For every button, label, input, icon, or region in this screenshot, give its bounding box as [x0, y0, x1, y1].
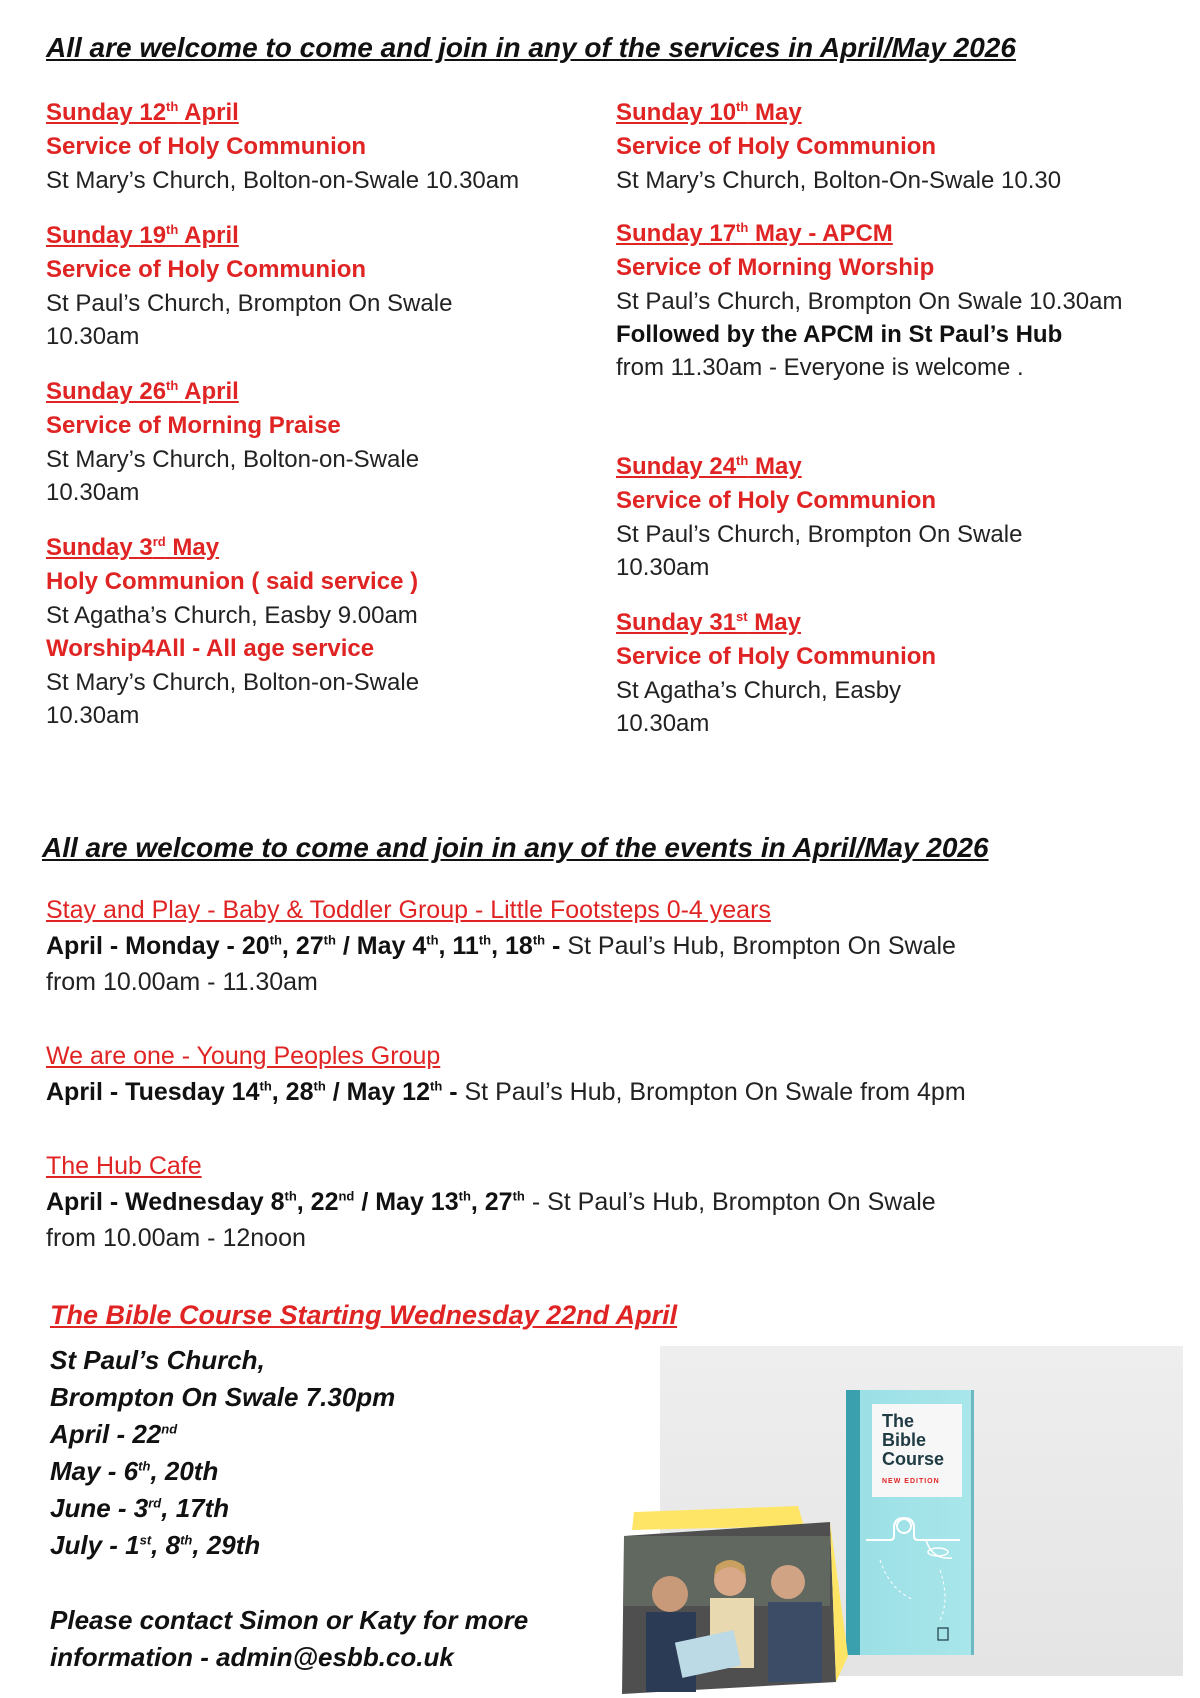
- service-detail: from 11.30am - Everyone is welcome .: [616, 354, 1024, 381]
- bible-course-date-line: June - 3rd, 17th: [50, 1493, 230, 1523]
- service-detail: 10.30am: [46, 323, 140, 350]
- services-heading: All are welcome to come and join in any of the services in April/May 2026: [46, 32, 1016, 63]
- bible-course-date-line: April - 22nd: [50, 1419, 178, 1449]
- service-date: Sunday 3rd May: [46, 534, 220, 561]
- service-entry: [616, 217, 1176, 384]
- people-photo: [618, 1506, 848, 1698]
- service-date: Sunday 26th April: [46, 378, 239, 405]
- service-entry: [616, 606, 1176, 740]
- event-dates: April - Wednesday 8th, 22nd / May 13th, 27th: [46, 1188, 525, 1216]
- service-date: Sunday 31st May: [616, 609, 801, 636]
- service-detail: 10.30am: [616, 554, 710, 581]
- service-date: Sunday 24th May: [616, 453, 802, 480]
- service-entry: [46, 96, 606, 197]
- event-title: The Hub Cafe: [46, 1152, 202, 1180]
- bible-course-date-line: May - 6th, 20th: [50, 1456, 219, 1486]
- service-date: Sunday 17th May - APCM: [616, 220, 893, 247]
- event-title: We are one - Young Peoples Group: [46, 1042, 441, 1070]
- book-title-line: The: [882, 1411, 915, 1431]
- book-title-line: Course: [882, 1449, 945, 1469]
- bible-course-contact: [50, 1602, 528, 1676]
- service-detail: St Paul’s Church, Brompton On Swale 10.30am: [616, 288, 1123, 315]
- events-heading: All are welcome to come and join in any of the events in April/May 2026: [42, 832, 989, 863]
- event-dates: April - Tuesday 14th, 28th / May 12th -: [46, 1078, 465, 1106]
- services-left-column: [46, 96, 606, 732]
- book-title-line: Bible: [882, 1430, 927, 1450]
- service-detail: St Paul’s Church, Brompton On Swale: [46, 290, 453, 317]
- bible-course-schedule: [50, 1342, 395, 1564]
- event-location: - St Paul’s Hub, Brompton On Swale: [524, 1188, 936, 1216]
- service-date: Sunday 12th April: [46, 99, 239, 126]
- service-name: Service of Morning Praise: [46, 412, 341, 439]
- event-schedule: [46, 928, 956, 964]
- service-date: Sunday 19th April: [46, 222, 239, 249]
- service-detail: St Mary’s Church, Bolton-on-Swale 10.30am: [46, 167, 520, 194]
- event-young-peoples-group: [46, 1038, 966, 1110]
- bible-course-title: The Bible Course Starting Wednesday 22nd April: [50, 1300, 678, 1330]
- service-detail: 10.30am: [616, 710, 710, 737]
- event-location: St Paul’s Hub, Brompton On Swale from 4pm: [464, 1078, 966, 1106]
- book-diagram-illustration: [860, 1500, 971, 1650]
- service-detail: 10.30am: [46, 702, 140, 729]
- event-location: St Paul’s Hub, Brompton On Swale: [567, 932, 956, 960]
- service-detail: St Mary’s Church, Bolton-on-Swale: [46, 669, 420, 696]
- service-name: Service of Holy Communion: [46, 133, 367, 160]
- service-name: Service of Holy Communion: [616, 133, 937, 160]
- event-hub-cafe: [46, 1148, 936, 1256]
- event-times: from 10.00am - 12noon: [46, 1224, 306, 1252]
- service-entry: [46, 219, 606, 353]
- service-name: Service of Morning Worship: [616, 254, 935, 281]
- contact-line: information - admin@esbb.co.uk: [50, 1642, 454, 1672]
- service-detail: Followed by the APCM in St Paul’s Hub: [616, 321, 1063, 348]
- service-date: Sunday 10th May: [616, 99, 802, 126]
- service-detail: St Mary’s Church, Bolton-on-Swale: [46, 446, 420, 473]
- service-detail: St Agatha’s Church, Easby 9.00am: [46, 602, 418, 629]
- bible-course-date-line: St Paul’s Church,: [50, 1345, 265, 1375]
- book-spine: [846, 1390, 860, 1655]
- service-name: Holy Communion ( said service ): [46, 568, 419, 595]
- event-title: Stay and Play - Baby & Toddler Group - Little Footsteps 0-4 years: [46, 896, 771, 924]
- event-dates: April - Monday - 20th, 27th / May 4th, 11th, 18th -: [46, 932, 568, 960]
- event-schedule: [46, 1074, 966, 1110]
- service-entry: [616, 96, 1176, 197]
- contact-line: Please contact Simon or Katy for more: [50, 1605, 529, 1635]
- event-stay-and-play: [46, 892, 956, 1000]
- service-entry: [46, 531, 606, 732]
- service-detail: 10.30am: [46, 479, 140, 506]
- book-title-label: [872, 1404, 962, 1497]
- event-times: from 10.00am - 11.30am: [46, 968, 318, 996]
- services-right-column: [616, 96, 1176, 740]
- service-name: Service of Holy Communion: [616, 643, 937, 670]
- service-name: Service of Holy Communion: [616, 487, 937, 514]
- service-detail: St Agatha’s Church, Easby: [616, 677, 902, 704]
- event-schedule: [46, 1184, 936, 1220]
- service-entry: [616, 450, 1176, 584]
- book-edition: NEW EDITION: [882, 1478, 940, 1485]
- bible-course-date-line: Brompton On Swale 7.30pm: [50, 1382, 396, 1412]
- service-name: Service of Holy Communion: [46, 256, 367, 283]
- service-entry: [46, 375, 606, 509]
- bible-course-date-line: July - 1st, 8th, 29th: [50, 1530, 261, 1560]
- service-detail: St Mary’s Church, Bolton-On-Swale 10.30: [616, 167, 1062, 194]
- service-detail: St Paul’s Church, Brompton On Swale: [616, 521, 1023, 548]
- book-cover: [846, 1390, 974, 1655]
- service-name: Worship4All - All age service: [46, 635, 375, 662]
